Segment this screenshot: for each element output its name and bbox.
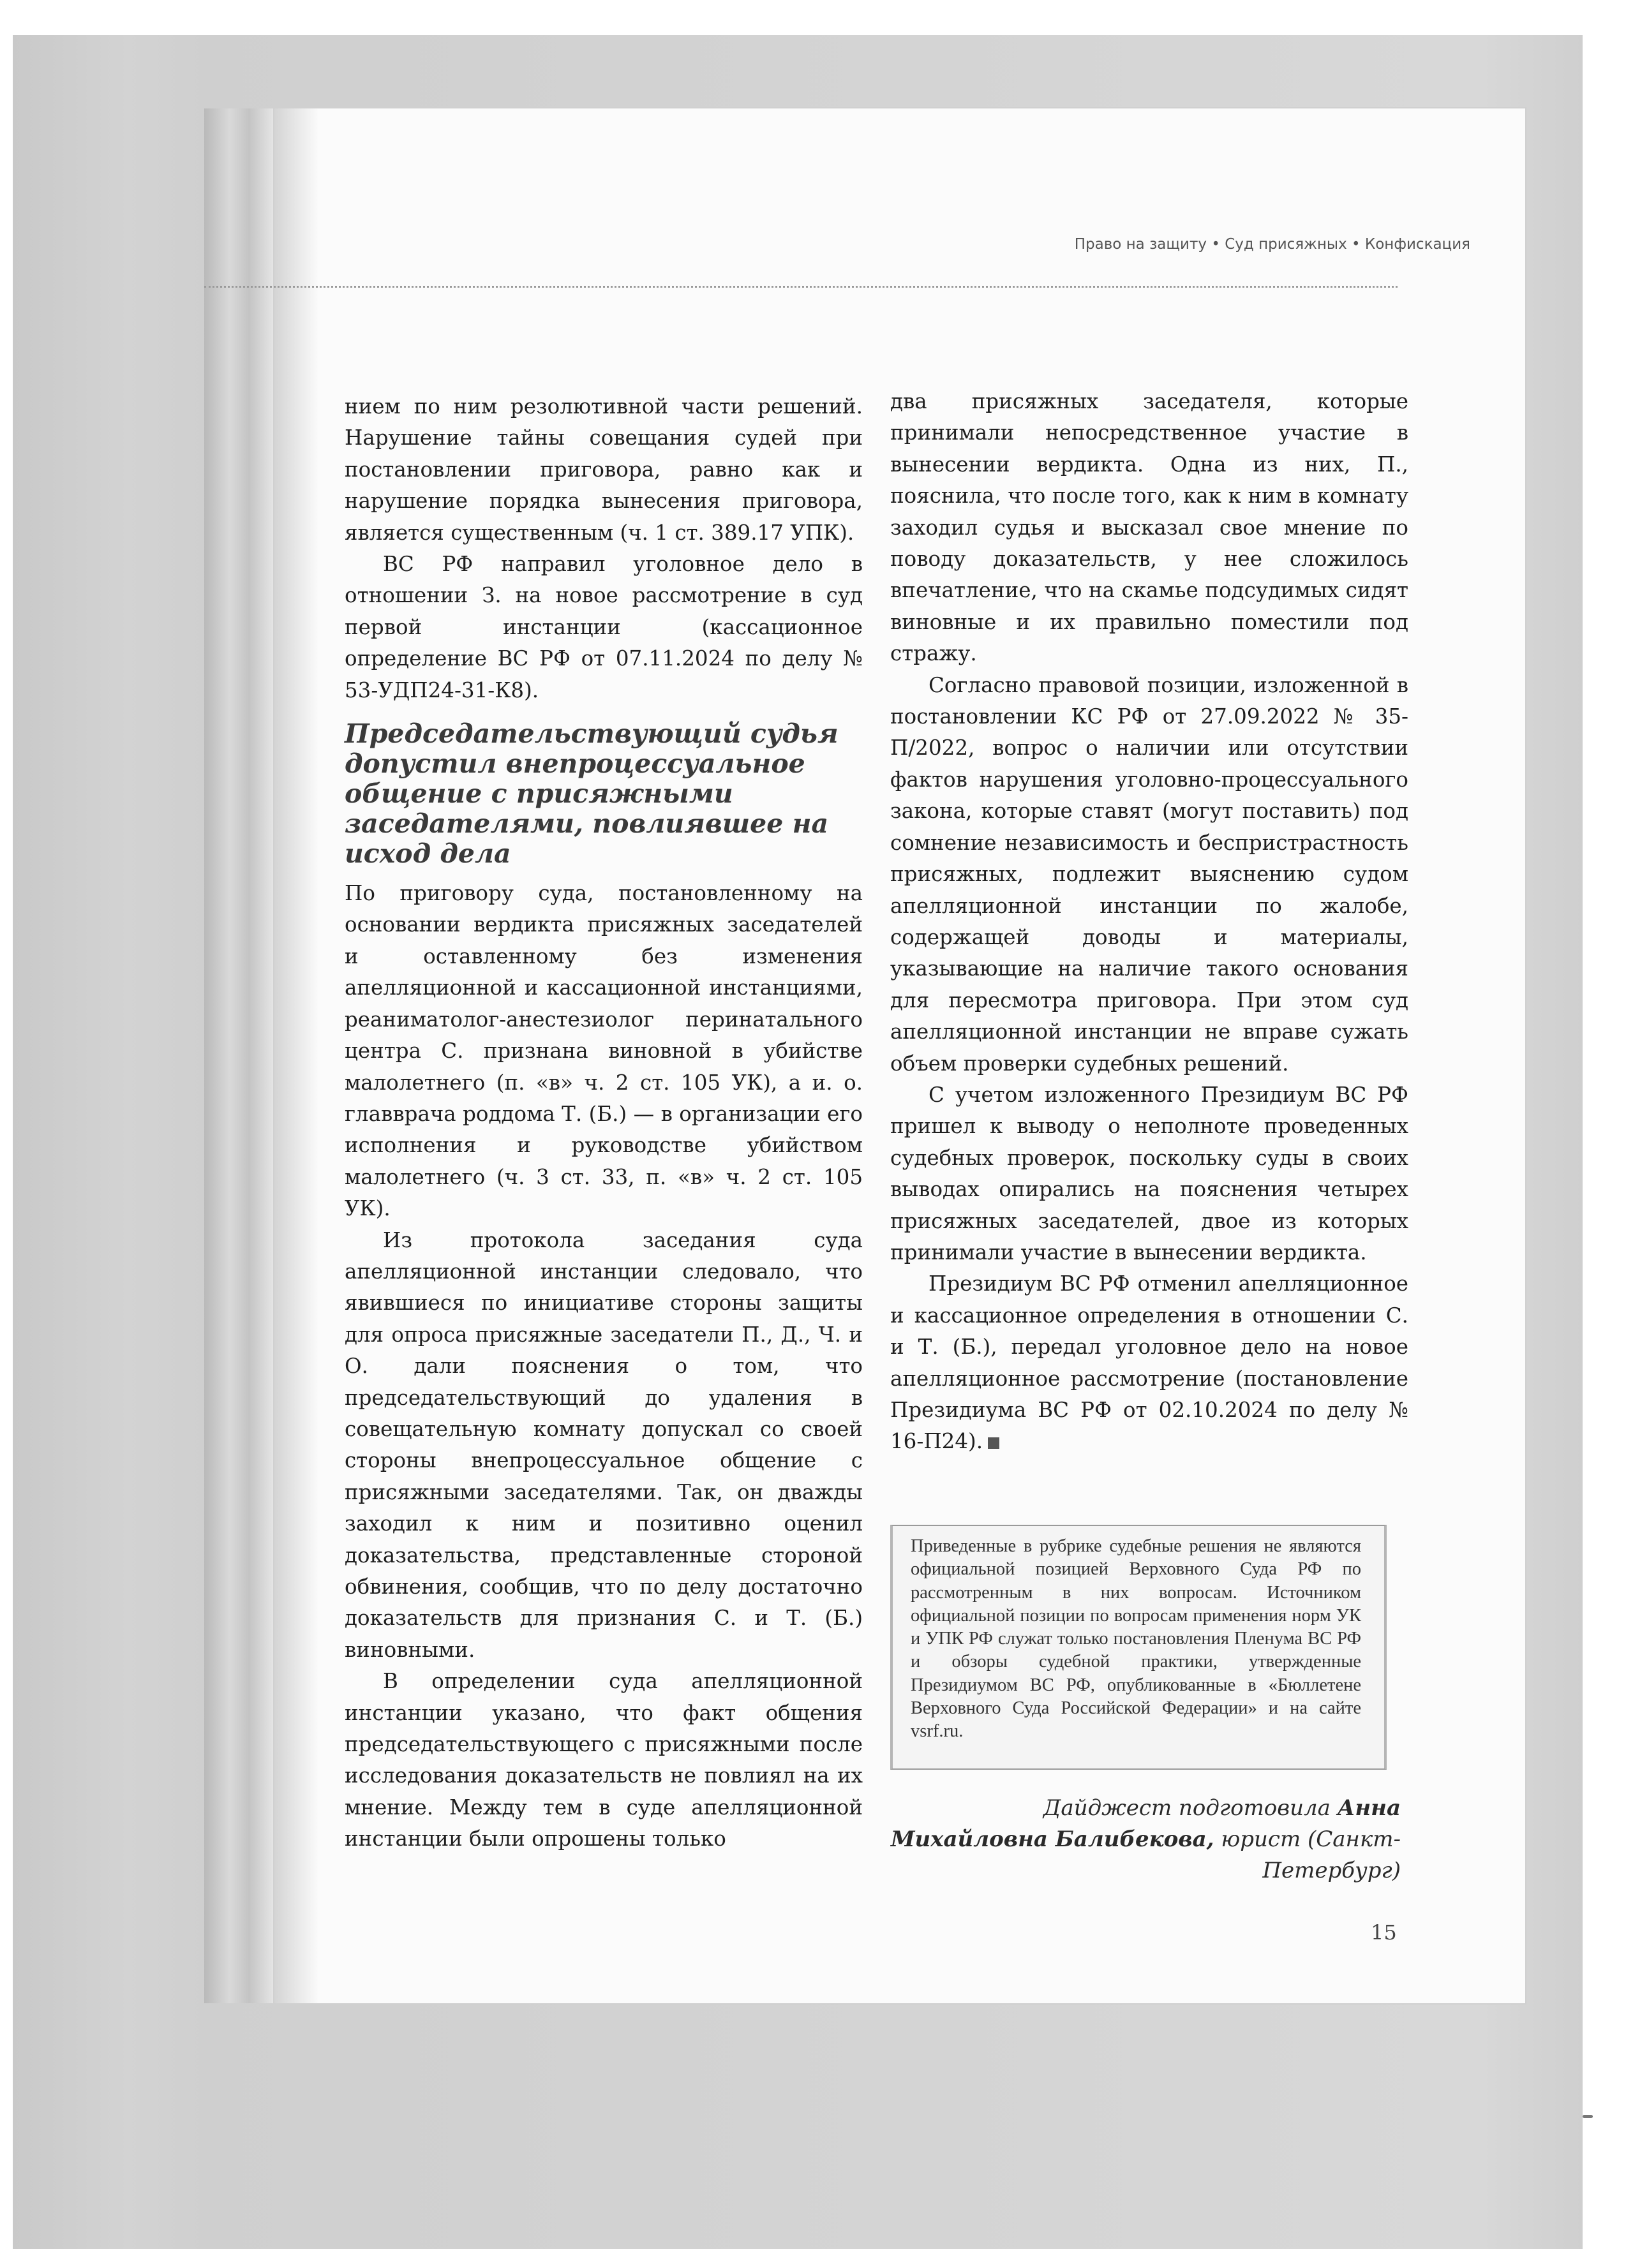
paragraph: нием по ним резолютивной части решений. Нарушение тайны совещания судей при постановлении приговора, равно как и нарушение порядка вынесения приговора, является существенным (ч. 1 ст. 389.17 УПК). bbox=[345, 394, 863, 545]
page-fold-shadow bbox=[274, 108, 319, 2003]
paragraph: В определении суда апелляционной инстанции указано, что факт общения председательствующего с присяжными после исследования доказательств не повлиял на их мнение. Между тем в суде апелляционной инстанции были опрошены только bbox=[345, 1669, 863, 1851]
digest-prefix: Дайджест подготовила bbox=[1043, 1795, 1338, 1821]
paragraph: С учетом изложенного Президиум ВС РФ пришел к выводу о неполноте проведенных судебных проверок, поскольку суды в своих выводах опирались на пояснения четырех присяжных заседателей, двое из которых принимали участие в вынесении вердикта. bbox=[890, 1082, 1408, 1264]
paragraph: ВС РФ направил уголовное дело в отношении З. на новое рассмотрение в суд первой инстанции (кассационное определение ВС РФ от 07.11.2024 по делу № 53-УДП24-31-К8). bbox=[345, 552, 863, 702]
page-number: 15 bbox=[1371, 1920, 1397, 1945]
previous-page-edge bbox=[204, 108, 274, 2003]
disclaimer-box bbox=[890, 1525, 1387, 1770]
paragraph-last bbox=[890, 1268, 1408, 1457]
paragraph: Согласно правовой позиции, изложенной в постановлении КС РФ от 27.09.2022 № 35-П/2022, вопрос о наличии или отсутствии фактов нарушения уголовно-процессуального закона, которые ставят (могут поставить) под сомнение независимость и беспристрастность присяжных, подлежит выяснению судом апелляционной инстанции по жалобе, содержащей доводы и материалы, указывающие на наличие такого основания для пересмотра приговора. При этом суд апелляционной инстанции не вправе сужать объем проверки судебных решений. bbox=[890, 672, 1408, 1076]
digest-credit bbox=[890, 1793, 1401, 1886]
right-column bbox=[890, 386, 1408, 1458]
digest-suffix: юрист (Санкт-Петербург) bbox=[1214, 1827, 1401, 1883]
scan-speck bbox=[1583, 2115, 1593, 2118]
header-dotted-rule bbox=[204, 286, 1398, 288]
section-heading: Председательствующий судья допустил внепроцессуальное общение с присяжными заседателями, повлиявшее на исход дела bbox=[345, 718, 839, 870]
end-of-article-square-icon bbox=[988, 1437, 999, 1449]
paragraph: Из протокола заседания суда апелляционной инстанции следовало, что явившиеся по инициативе стороны защиты для опроса присяжные заседатели П., Д., Ч. и О. дали пояснения о том, что председательствующий до удаления в совещательную комнату допускал со своей стороны внепроцессуальное общение с присяжными заседателями. Так, он дважды заходил к ним и позитивно оценил доказательства, представленные стороной обвинения, сообщив, что по делу достаточно доказательств для признания С. и Т. (Б.) виновными. bbox=[345, 1227, 863, 1662]
running-header: Право на защиту • Суд присяжных • Конфискация bbox=[1074, 236, 1470, 253]
digest-author: Анна Михайловна Балибекова, bbox=[890, 1795, 1401, 1852]
paragraph-text: Президиум ВС РФ отменил апелляционное и кассационное определения в отношении С. и Т. (Б.), передал уголовное дело на новое апелляционное рассмотрение (постановление Президиума ВС РФ от 02.10.2024 по делу № 16-П24). bbox=[890, 1271, 1408, 1454]
disclaimer-text: Приведенные в рубрике судебные решения не являются официальной позицией Верховного Суда РФ по рассмотренным в них вопросам. Источником официальной позиции по вопросам применения норм УК и УПК РФ служат только постановления Пленума ВС РФ и обзоры судебной практики, утвержденные Президиумом ВС РФ, опубликованные в «Бюллетене Верховного Суда Российской Федерации» и на сайте vsrf.ru. bbox=[911, 1536, 1361, 1742]
left-column bbox=[345, 391, 863, 1855]
paragraph: По приговору суда, постановленному на основании вердикта присяжных заседателей и оставленному без изменения апелляционной и кассационной инстанциями, реаниматолог-анестезиолог перинатального центра С. признана виновной в убийстве малолетнего (п. «в» ч. 2 ст. 105 УК), а и. о. главврача роддома Т. (Б.) — в организации его исполнения и руководстве убийством малолетнего (ч. 3 ст. 33, п. «в» ч. 2 ст. 105 УК). bbox=[345, 881, 863, 1221]
paragraph: два присяжных заседателя, которые принимали непосредственное участие в вынесении вердикта. Одна из них, П., пояснила, что после того, как к ним в комнату заходил судья и высказал свое мнение по поводу доказательств, у нее сложилось впечатление, что на скамье подсудимых сидят виновные и их правильно поместили под стражу. bbox=[890, 389, 1408, 666]
